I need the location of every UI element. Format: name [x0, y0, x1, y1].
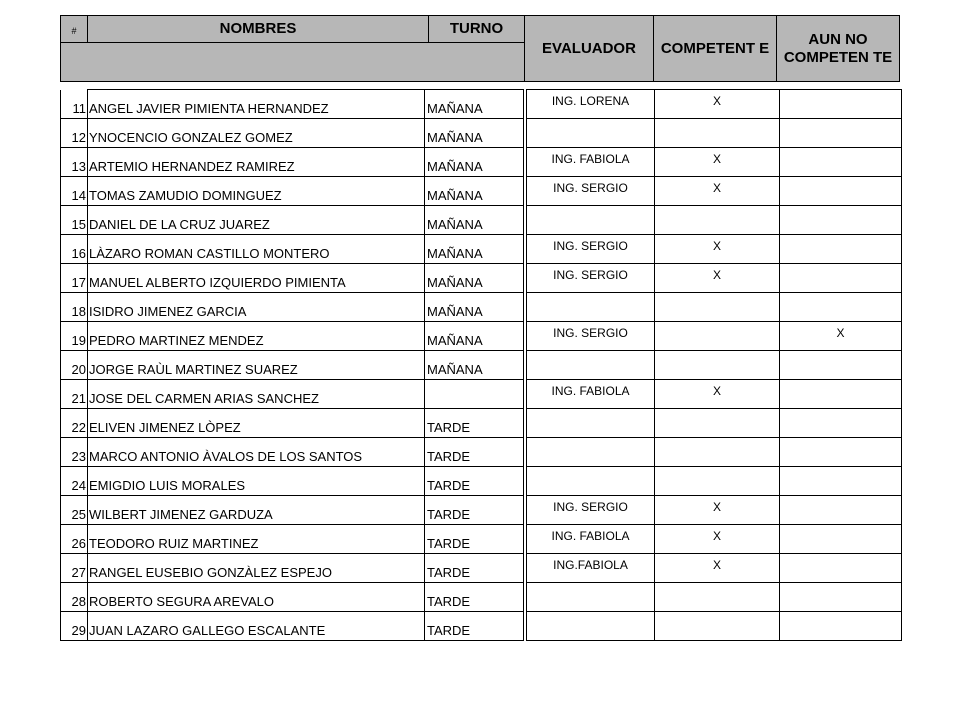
shift-cell: MAÑANA: [425, 148, 524, 177]
student-name: MARCO ANTONIO ÀVALOS DE LOS SANTOS: [88, 438, 425, 467]
evaluator-cell: ING. FABIOLA: [527, 380, 655, 409]
evaluator-cell: [527, 583, 655, 612]
student-name: LÀZARO ROMAN CASTILLO MONTERO: [88, 235, 425, 264]
table-row: [61, 264, 902, 293]
competente-mark: [655, 119, 780, 148]
row-number: 26: [61, 525, 88, 554]
competente-mark: [655, 351, 780, 380]
student-name: RANGEL EUSEBIO GONZÀLEZ ESPEJO: [88, 554, 425, 583]
evaluator-cell: ING. LORENA: [527, 90, 655, 119]
header-hash: #: [60, 15, 88, 43]
row-number: 18: [61, 293, 88, 322]
competente-mark: X: [655, 496, 780, 525]
header-blank-band: [60, 42, 525, 82]
shift-cell: [425, 380, 524, 409]
student-name: ELIVEN JIMENEZ LÒPEZ: [88, 409, 425, 438]
row-number: 25: [61, 496, 88, 525]
row-number: 21: [61, 380, 88, 409]
shift-cell: MAÑANA: [425, 322, 524, 351]
aun-no-competente-mark: [780, 119, 902, 148]
students-table: [60, 89, 902, 641]
shift-cell: TARDE: [425, 409, 524, 438]
shift-cell: TARDE: [425, 496, 524, 525]
aun-no-competente-mark: [780, 583, 902, 612]
row-number: 13: [61, 148, 88, 177]
header-turno: TURNO: [428, 15, 525, 43]
table-row: [61, 438, 902, 467]
aun-no-competente-mark: [780, 235, 902, 264]
aun-no-competente-mark: [780, 293, 902, 322]
competente-mark: [655, 583, 780, 612]
row-number: 19: [61, 322, 88, 351]
evaluator-cell: [527, 612, 655, 641]
aun-no-competente-mark: [780, 206, 902, 235]
table-row: [61, 293, 902, 322]
table-row: [61, 467, 902, 496]
shift-cell: TARDE: [425, 438, 524, 467]
competente-mark: X: [655, 525, 780, 554]
evaluator-cell: [527, 409, 655, 438]
student-name: ARTEMIO HERNANDEZ RAMIREZ: [88, 148, 425, 177]
row-number: 15: [61, 206, 88, 235]
evaluator-cell: ING. SERGIO: [527, 177, 655, 206]
student-name: ANGEL JAVIER PIMIENTA HERNANDEZ: [88, 90, 425, 119]
evaluator-cell: ING. SERGIO: [527, 264, 655, 293]
aun-no-competente-mark: [780, 496, 902, 525]
shift-cell: TARDE: [425, 467, 524, 496]
table-row: [61, 177, 902, 206]
competente-mark: X: [655, 235, 780, 264]
table-row: [61, 322, 902, 351]
evaluator-cell: ING. SERGIO: [527, 322, 655, 351]
student-name: TOMAS ZAMUDIO DOMINGUEZ: [88, 177, 425, 206]
table-header: [60, 15, 900, 82]
student-name: TEODORO RUIZ MARTINEZ: [88, 525, 425, 554]
table-row: [61, 496, 902, 525]
header-nombres: NOMBRES: [87, 15, 429, 43]
competente-mark: X: [655, 264, 780, 293]
evaluator-cell: ING. FABIOLA: [527, 148, 655, 177]
aun-no-competente-mark: [780, 177, 902, 206]
student-name: WILBERT JIMENEZ GARDUZA: [88, 496, 425, 525]
aun-no-competente-mark: [780, 554, 902, 583]
row-number: 20: [61, 351, 88, 380]
row-number: 23: [61, 438, 88, 467]
shift-cell: TARDE: [425, 554, 524, 583]
header-competente: COMPETENT E: [653, 15, 777, 82]
shift-cell: MAÑANA: [425, 351, 524, 380]
aun-no-competente-mark: [780, 351, 902, 380]
table-row: [61, 612, 902, 641]
table-row: [61, 235, 902, 264]
evaluator-cell: ING. SERGIO: [527, 496, 655, 525]
competente-mark: [655, 409, 780, 438]
student-name: YNOCENCIO GONZALEZ GOMEZ: [88, 119, 425, 148]
row-number: 14: [61, 177, 88, 206]
competente-mark: [655, 293, 780, 322]
aun-no-competente-mark: [780, 264, 902, 293]
student-name: MANUEL ALBERTO IZQUIERDO PIMIENTA: [88, 264, 425, 293]
competente-mark: X: [655, 380, 780, 409]
competente-mark: [655, 322, 780, 351]
evaluator-cell: [527, 206, 655, 235]
row-number: 17: [61, 264, 88, 293]
shift-cell: TARDE: [425, 525, 524, 554]
student-name: ISIDRO JIMENEZ GARCIA: [88, 293, 425, 322]
student-name: DANIEL DE LA CRUZ JUAREZ: [88, 206, 425, 235]
row-number: 28: [61, 583, 88, 612]
table-row: [61, 148, 902, 177]
competente-mark: X: [655, 554, 780, 583]
student-name: ROBERTO SEGURA AREVALO: [88, 583, 425, 612]
competente-mark: X: [655, 177, 780, 206]
student-name: JOSE DEL CARMEN ARIAS SANCHEZ: [88, 380, 425, 409]
shift-cell: MAÑANA: [425, 264, 524, 293]
evaluator-cell: [527, 119, 655, 148]
shift-cell: MAÑANA: [425, 177, 524, 206]
aun-no-competente-mark: [780, 438, 902, 467]
student-name: PEDRO MARTINEZ MENDEZ: [88, 322, 425, 351]
shift-cell: TARDE: [425, 612, 524, 641]
shift-cell: TARDE: [425, 583, 524, 612]
table-row: [61, 554, 902, 583]
row-number: 22: [61, 409, 88, 438]
shift-cell: MAÑANA: [425, 235, 524, 264]
aun-no-competente-mark: [780, 612, 902, 641]
shift-cell: MAÑANA: [425, 119, 524, 148]
table-row: [61, 525, 902, 554]
competente-mark: [655, 438, 780, 467]
aun-no-competente-mark: [780, 148, 902, 177]
table-row: [61, 583, 902, 612]
student-name: JUAN LAZARO GALLEGO ESCALANTE: [88, 612, 425, 641]
header-evaluador: EVALUADOR: [524, 15, 654, 82]
evaluator-cell: [527, 438, 655, 467]
header-aun-no-competente: AUN NO COMPETEN TE: [776, 15, 900, 82]
evaluator-cell: ING. SERGIO: [527, 235, 655, 264]
row-number: 16: [61, 235, 88, 264]
aun-no-competente-mark: [780, 467, 902, 496]
table-row: [61, 351, 902, 380]
table-row: [61, 90, 902, 119]
evaluator-cell: [527, 467, 655, 496]
evaluator-cell: ING. FABIOLA: [527, 525, 655, 554]
table-row: [61, 409, 902, 438]
aun-no-competente-mark: [780, 380, 902, 409]
student-name: JORGE RAÙL MARTINEZ SUAREZ: [88, 351, 425, 380]
student-name: EMIGDIO LUIS MORALES: [88, 467, 425, 496]
aun-no-competente-mark: [780, 525, 902, 554]
evaluator-cell: ING.FABIOLA: [527, 554, 655, 583]
table-row: [61, 119, 902, 148]
table-row: [61, 206, 902, 235]
aun-no-competente-mark: [780, 409, 902, 438]
shift-cell: MAÑANA: [425, 293, 524, 322]
evaluator-cell: [527, 293, 655, 322]
aun-no-competente-mark: [780, 90, 902, 119]
aun-no-competente-mark: X: [780, 322, 902, 351]
shift-cell: MAÑANA: [425, 90, 524, 119]
row-number: 24: [61, 467, 88, 496]
competente-mark: [655, 612, 780, 641]
row-number: 29: [61, 612, 88, 641]
shift-cell: MAÑANA: [425, 206, 524, 235]
row-number: 12: [61, 119, 88, 148]
row-number: 11: [61, 90, 88, 119]
row-number: 27: [61, 554, 88, 583]
competente-mark: [655, 206, 780, 235]
evaluator-cell: [527, 351, 655, 380]
competente-mark: X: [655, 90, 780, 119]
table-row: [61, 380, 902, 409]
competente-mark: X: [655, 148, 780, 177]
competente-mark: [655, 467, 780, 496]
